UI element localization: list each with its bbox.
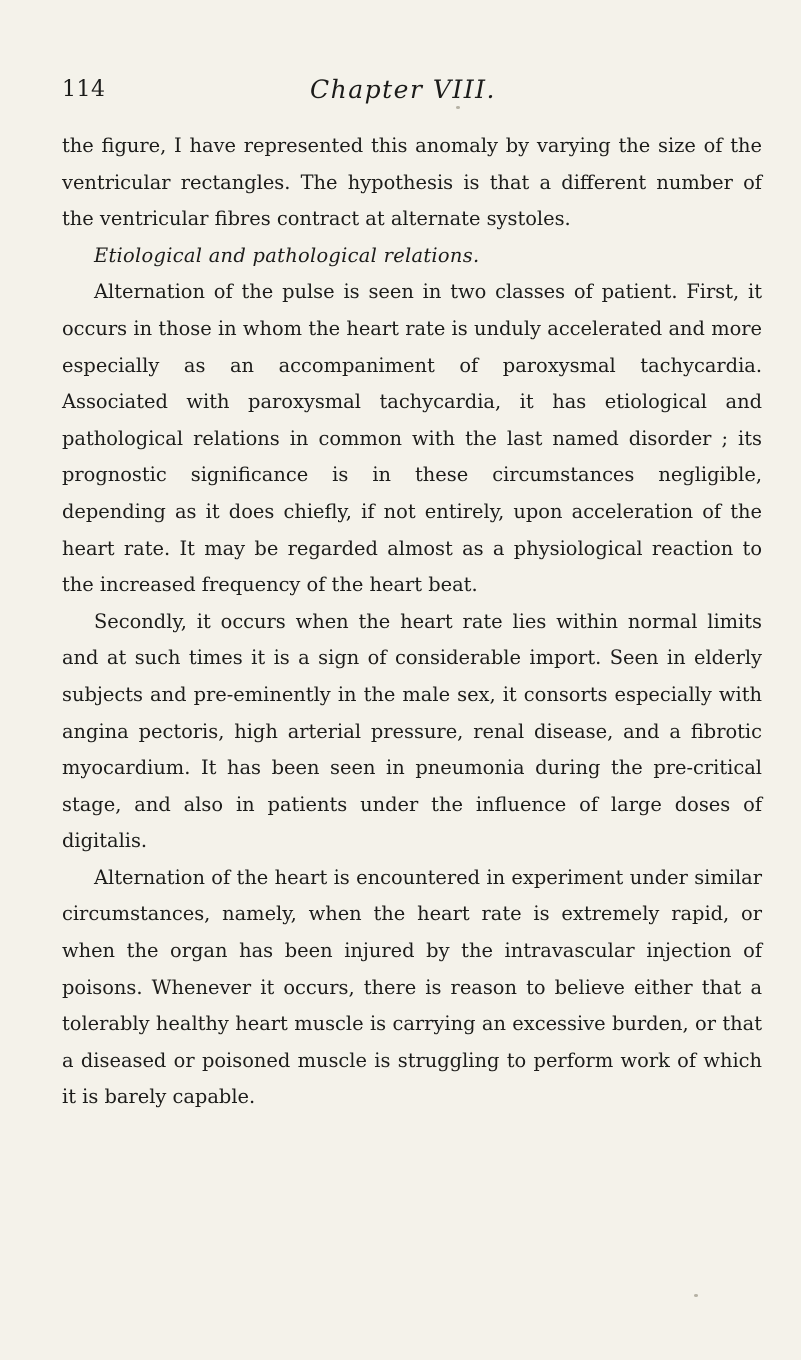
paragraph-continued: the figure, I have represented this anomaly by varying the size of the ventricular rectangles. The hypothesis is that a different number of the ventricular fibres contract at alternate systoles. [62,134,762,231]
paper-speck [694,1294,698,1297]
body-text [62,128,762,1116]
paragraph-experiment: Alternation of the heart is encountered in experiment under similar circumstances, namely, when the heart rate is extremely rapid, or when the organ has been injured by the intravascular injection of poisons. Whenever it occurs, there is reason to believe either that a tolerably healthy heart muscle is carrying an excessive burden, or that a diseased or poisoned muscle is struggling to perform work of which it is barely capable. [62,865,762,1109]
paragraph-classes-of-patient: Alternation of the pulse is seen in two classes of patient. First, it occurs in those in whom the heart rate is unduly accelerated and more especially as an accompaniment of paroxysmal tachycardia. Associated with paroxysmal tachycardia, it has etiological and pathological relations in common with the last named disorder ; its prognostic significance is in these circumstances negligible, depending as it does chiefly, if not entirely, upon acceleration of the heart rate. It may be regarded almost as a physiological reaction to the increased frequency of the heart beat. [62,280,762,597]
paragraph-secondly: Secondly, it occurs when the heart rate lies within normal limits and at such times it is a sign of considerable import. Seen in elderly subjects and pre-eminently in the male sex, it consorts especially with angina pectoris, high arterial pressure, renal disease, and a fibrotic myocardium. It has been seen in pneumonia during the pre-critical stage, and also in patients under the influence of large doses of digitalis. [62,609,762,853]
page-number: 114 [62,77,106,102]
paper-speck [456,106,460,109]
chapter-title: Chapter VIII. [310,75,497,104]
running-head [62,70,762,110]
section-heading: Etiological and pathological relations. [94,243,480,267]
